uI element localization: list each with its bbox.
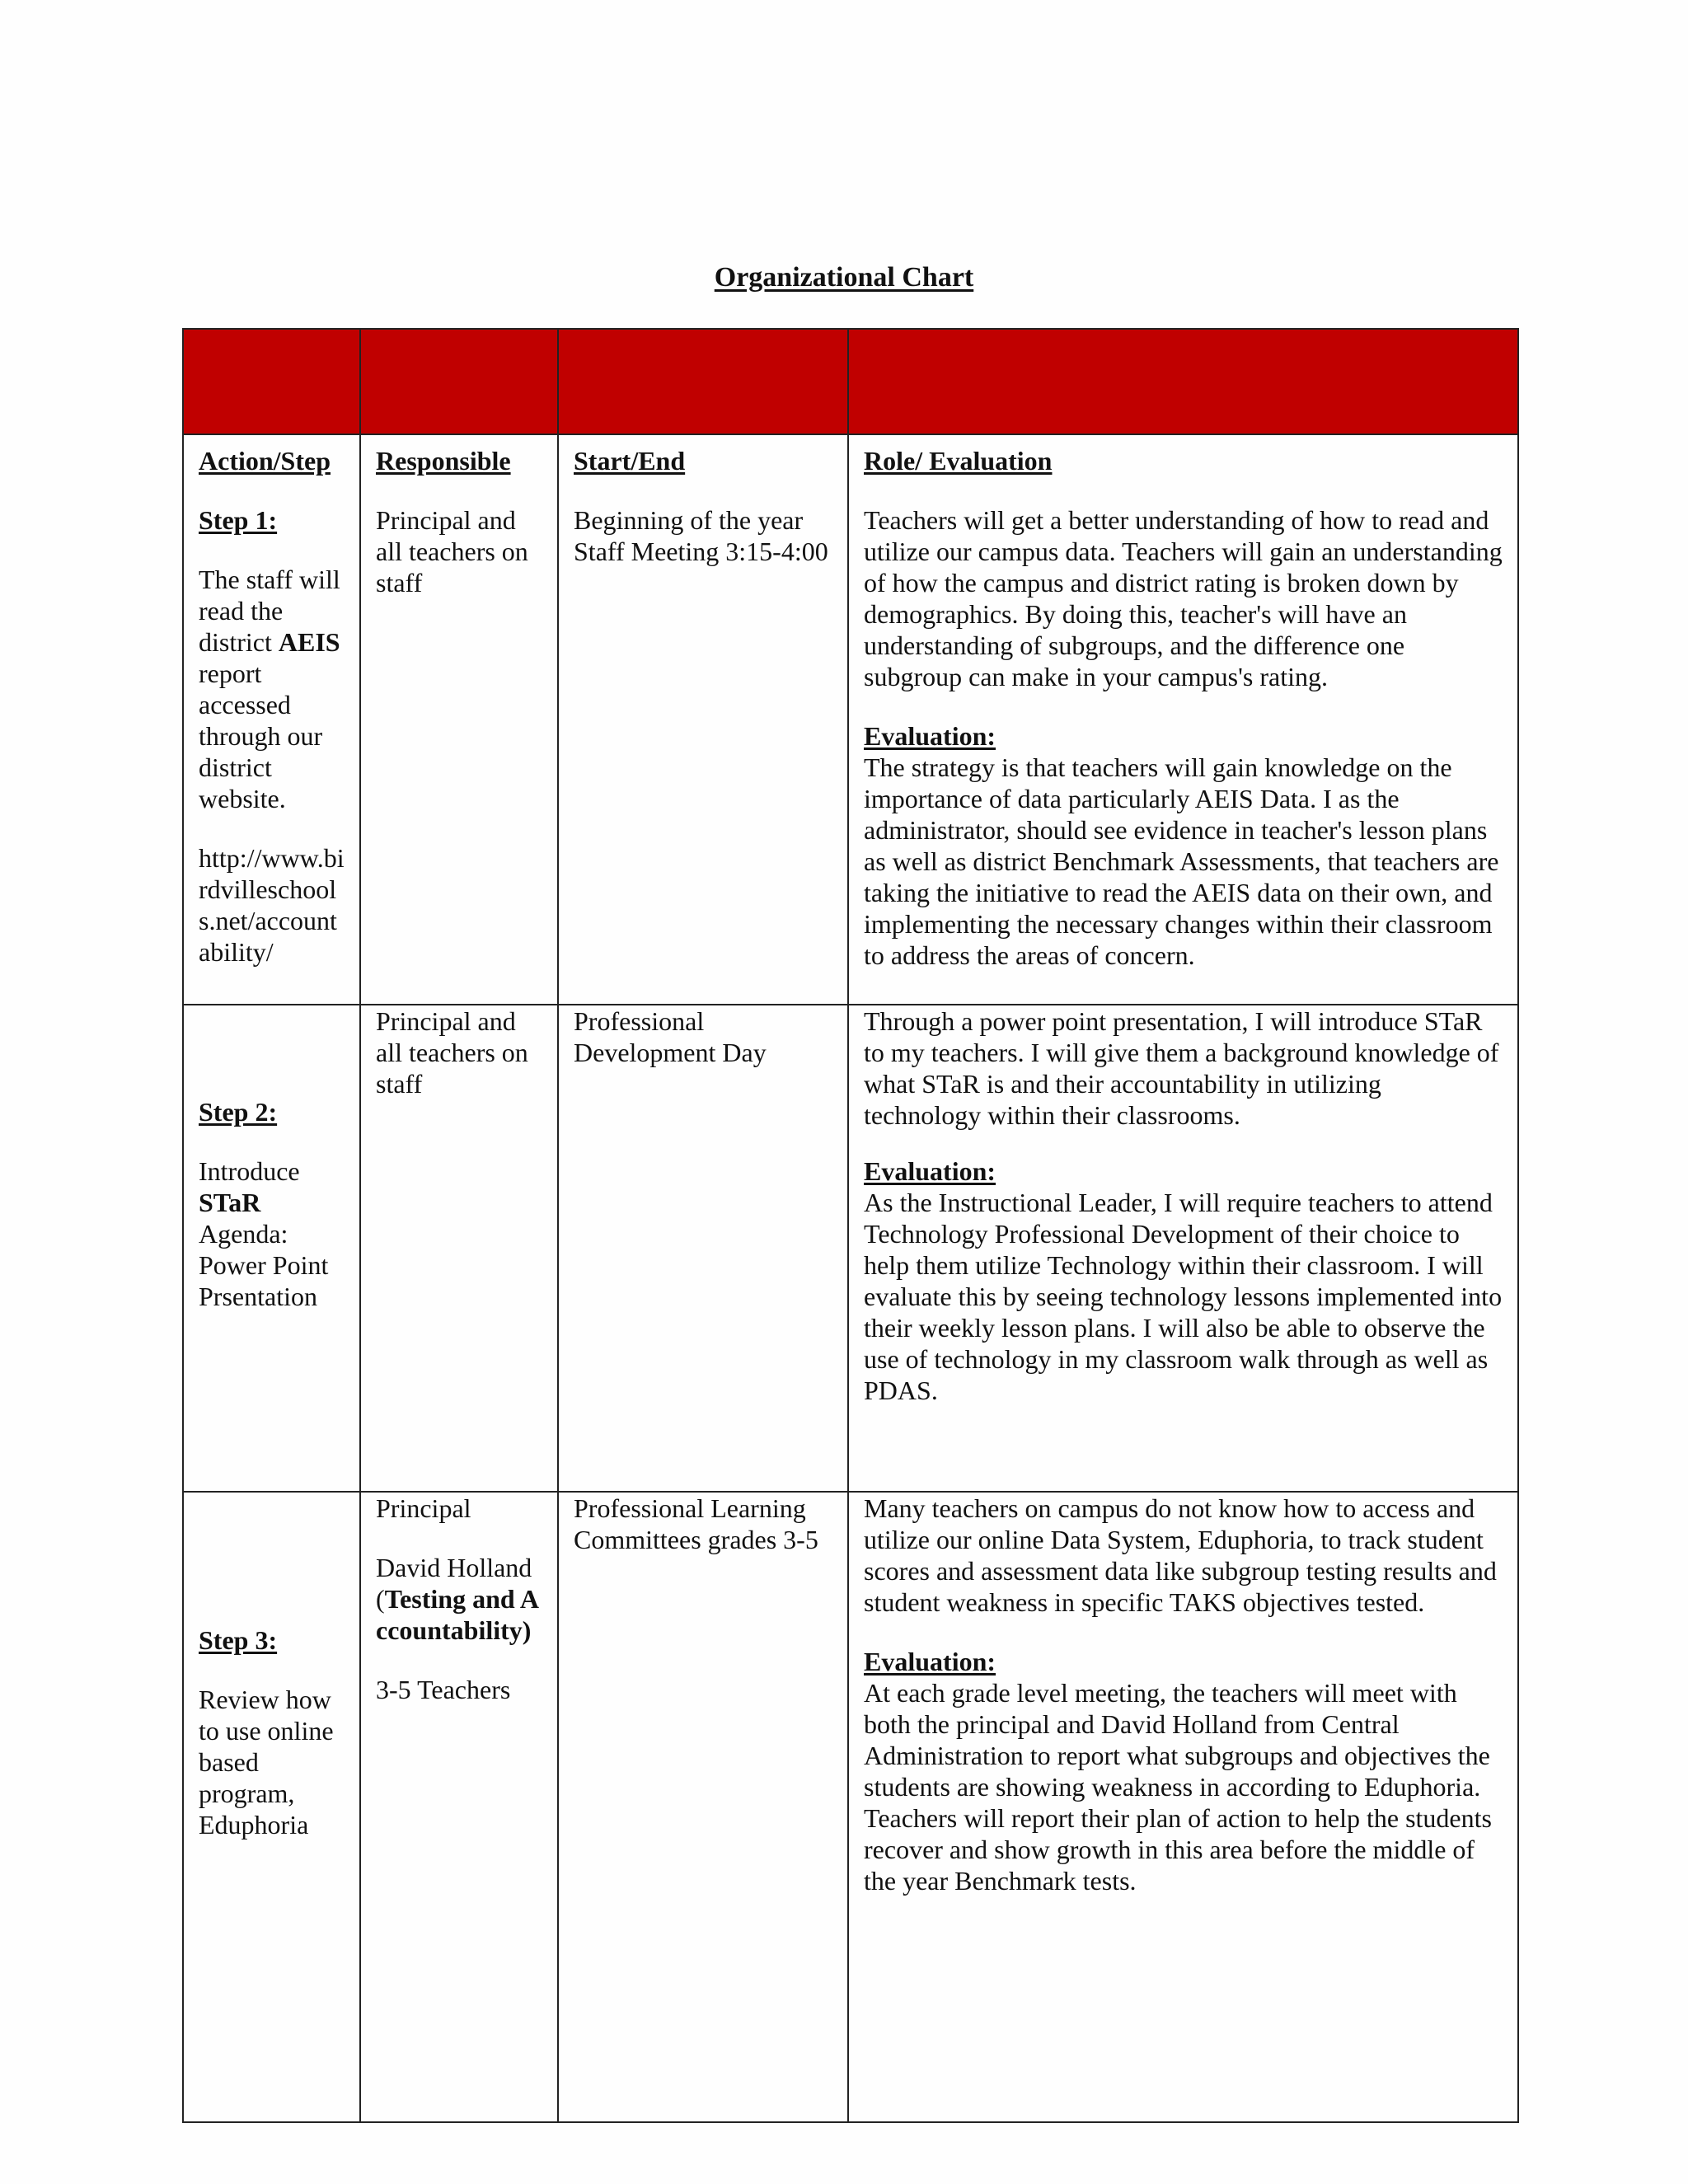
header-band-row xyxy=(183,329,1518,434)
step-label: Step 1: xyxy=(199,505,278,535)
responsible-text: Principal and all teachers on staff xyxy=(376,505,528,598)
evaluation-text: As the Instructional Leader, I will require teachers to attend Technology Professional Development of their choice to help them utilize Technology within their classroom. I will evaluate this by seeing technology lessons implemented into their weekly lesson plans. I will also be able to observe the use of technology in my classroom walk through as well as PDAS. xyxy=(864,1188,1503,1405)
header-band-cell xyxy=(848,329,1518,434)
responsible-cell xyxy=(360,1492,558,2122)
role-text: Through a power point presentation, I will introduce STaR to my teachers. I will give them a background knowledge of what STaR is and their accountability in utilizing technology within their classrooms. xyxy=(864,1006,1499,1130)
action-cell xyxy=(183,1005,360,1492)
column-header-role: Role/ Evaluation xyxy=(864,446,1053,476)
page-title: Organizational Chart xyxy=(714,262,974,293)
evaluation-label: Evaluation: xyxy=(864,721,996,751)
role-evaluation-cell xyxy=(848,434,1518,1005)
action-text: Introduce STaR Agenda: Power Point Prsentation xyxy=(199,1156,329,1311)
responsible-cell xyxy=(360,434,558,1005)
step-label: Step 2: xyxy=(199,1097,278,1127)
responsible-text: Principal and all teachers on staff xyxy=(376,1006,528,1099)
evaluation-text: The strategy is that teachers will gain knowledge on the importance of data particularly AEIS Data. I as the administrator, should see evidence in teacher's lesson plans as well as district Benchmark Assessments, that teachers are taking the initiative to read the AEIS data on their own, and implementing the necessary changes within their classroom to address the areas of concern. xyxy=(864,752,1499,970)
responsible-text: Principal xyxy=(376,1493,471,1523)
column-header-action: Action/Step xyxy=(199,446,331,476)
action-text: Review how to use online based program, Eduphoria xyxy=(199,1685,334,1840)
role-text: Teachers will get a better understanding of how to read and utilize our campus data. Teachers will gain an understanding of how the campus and district rating is broken down by demographics. By doing this, teacher's will have an understanding of subgroups, and the difference one subgroup can make in your campus's rating. xyxy=(864,505,1503,691)
column-header-responsible: Responsible xyxy=(376,446,511,476)
column-header-start-end: Start/End xyxy=(574,446,686,476)
role-evaluation-cell xyxy=(848,1492,1518,2122)
evaluation-text: At each grade level meeting, the teachers will meet with both the principal and David Holland from Central Administration to report what subgroups and objectives the students are showing weakness in according to Eduphoria. Teachers will report their plan of action to help the students recover and show growth in this area before the middle of the year Benchmark tests. xyxy=(864,1678,1492,1896)
header-band-cell xyxy=(183,329,360,434)
start-end-cell xyxy=(558,1005,848,1492)
evaluation-label: Evaluation: xyxy=(864,1156,996,1186)
responsible-teachers: 3-5 Teachers xyxy=(376,1675,511,1704)
role-evaluation-cell xyxy=(848,1005,1518,1492)
step-label: Step 3: xyxy=(199,1625,278,1655)
action-cell xyxy=(183,434,360,1005)
evaluation-label: Evaluation: xyxy=(864,1647,996,1676)
responsible-cell xyxy=(360,1005,558,1492)
header-band-cell xyxy=(558,329,848,434)
table-row-step-3 xyxy=(183,1492,1518,2122)
responsible-contact: David Holland (Testing and Accountability) xyxy=(376,1553,539,1645)
header-band-cell xyxy=(360,329,558,434)
start-end-cell xyxy=(558,434,848,1005)
role-text: Many teachers on campus do not know how to access and utilize our online Data System, Eduphoria, to track student scores and assessment data like subgroup testing results and student weakness in specific TAKS objectives tested. xyxy=(864,1493,1497,1617)
organizational-chart-table xyxy=(182,328,1519,2123)
table-row-step-1 xyxy=(183,434,1518,1005)
table-row-step-2 xyxy=(183,1005,1518,1492)
start-end-text: Professional Learning Committees grades 3-5 xyxy=(574,1493,818,1554)
start-end-text: Professional Development Day xyxy=(574,1006,767,1067)
action-text: The staff will read the district AEIS report accessed through our district website. xyxy=(199,565,340,813)
start-end-text: Beginning of the year Staff Meeting 3:15-4:00 xyxy=(574,505,828,566)
district-url-link[interactable]: http://www.birdvilleschools.net/accountability/ xyxy=(199,843,345,967)
action-cell xyxy=(183,1492,360,2122)
start-end-cell xyxy=(558,1492,848,2122)
